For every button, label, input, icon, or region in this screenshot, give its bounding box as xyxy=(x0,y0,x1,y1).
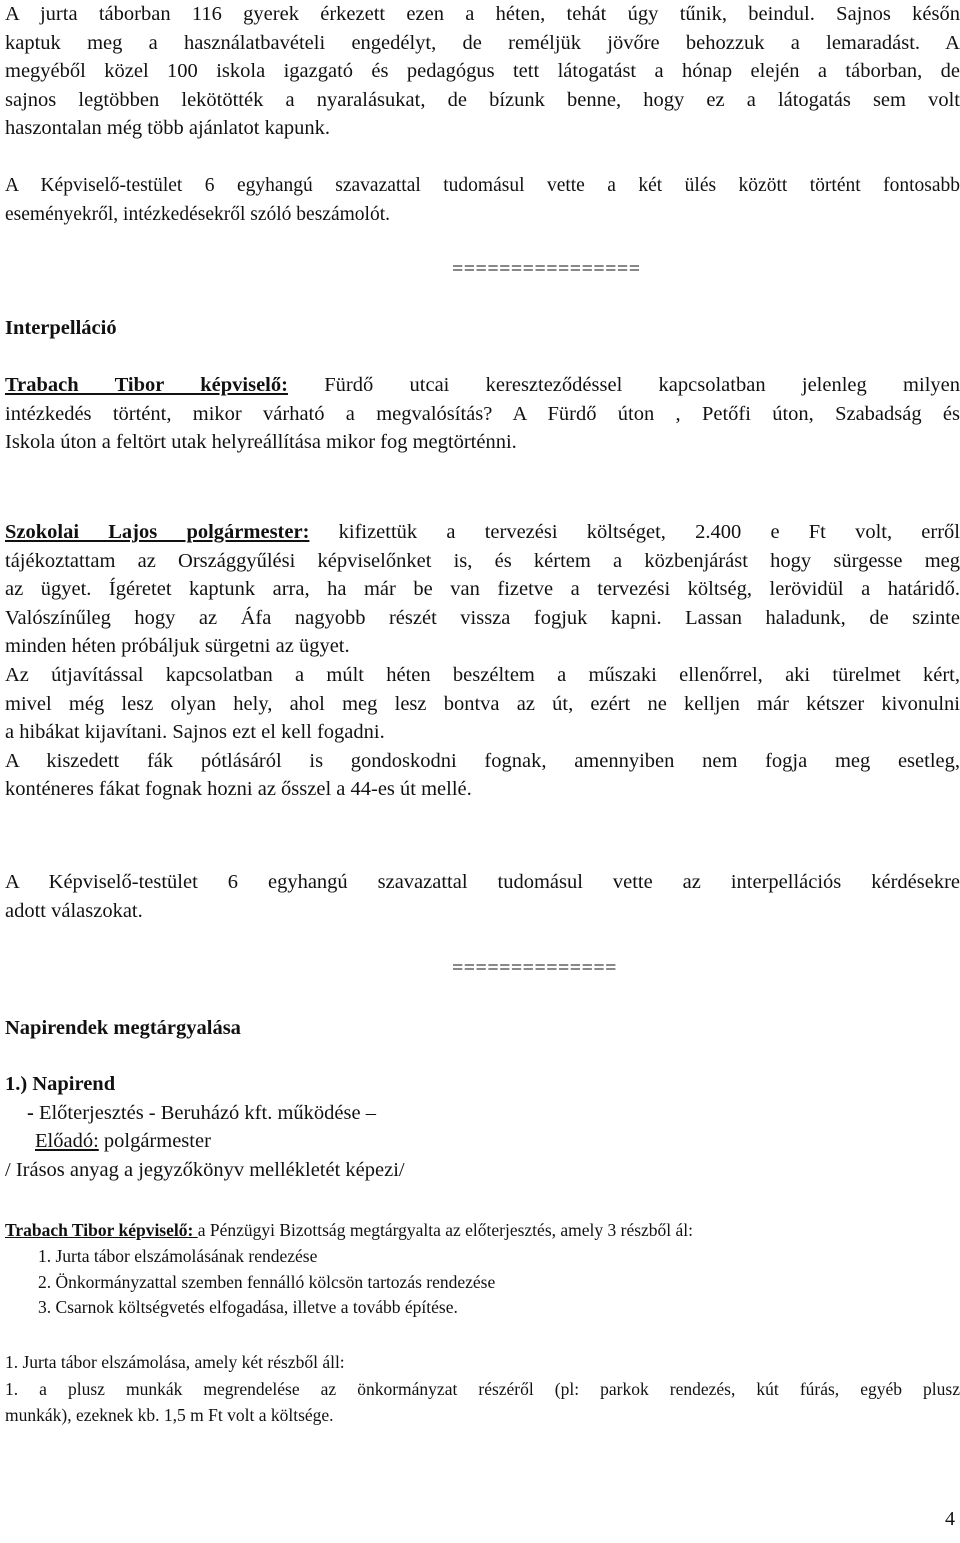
text-line: munkák), ezeknek kb. 1,5 m Ft volt a költsége. xyxy=(5,1405,334,1425)
speaker-name: Szokolai Lajos polgármester: xyxy=(5,521,310,543)
agenda-note: / Irásos anyag a jegyzőkönyv mellékletét képezi/ xyxy=(5,1158,405,1181)
text-line: megyéből közel 100 iskola igazgató és pedagógus tett látogatást a hónap elején a táborban, de xyxy=(5,60,960,83)
text-line: kaptuk meg a használatbavételi engedélyt, de reméljük jövőre behozzuk a lemaradást. A xyxy=(5,31,960,54)
text-line: a hibákat kijavítani. Sajnos ezt el kell fogadni. xyxy=(5,721,385,744)
page-number: 4 xyxy=(945,1508,955,1530)
text-line: Szokolai Lajos polgármester: kifizettük a tervezési költséget, 2.400 e Ft volt, erről xyxy=(5,521,960,543)
agenda-number: 1.) Napirend xyxy=(5,1073,116,1095)
text-line: intézkedés történt, mikor várható a megvalósítás? A Fürdő úton , Petőfi úton, Szabadság és xyxy=(5,402,960,425)
committee-statement: Trabach Tibor képviselő: a Pénzügyi Bizottság megtárgyalta az előterjesztés, amely 3 részből ál: xyxy=(5,1220,694,1240)
agenda-presenter: Előadó: polgármester xyxy=(35,1130,211,1153)
text-line: sajnos legtöbben lekötötték a nyaralásukat, de bízunk benne, hogy ez a látogatás sem volt xyxy=(5,88,960,111)
presenter-label: Előadó: xyxy=(35,1130,99,1153)
text-line: konténeres fákat fognak hozni az ősszel a 44-es út mellé. xyxy=(5,778,472,801)
text-line: eseményekről, intézkedésekről szóló beszámolót. xyxy=(5,203,390,225)
committee-topics-list xyxy=(38,1244,495,1321)
text-line: Trabach Tibor képviselő: Fürdő utcai kereszteződéssel kapcsolatban jelenleg milyen xyxy=(5,374,960,396)
jurta-settlement-detail xyxy=(5,1376,960,1428)
text-line: A Képviselő-testület 6 egyhangú szavazattal tudomásul vette az interpellációs kérdésekre xyxy=(5,871,960,893)
text-line: Iskola úton a feltört utak helyreállítása mikor fog megtörténni. xyxy=(5,431,517,454)
jurta-settlement-intro: 1. Jurta tábor elszámolása, amely két részből áll: xyxy=(5,1352,345,1372)
agenda-item: - Előterjesztés - Beruházó kft. működése – xyxy=(27,1101,376,1124)
text-line: minden héten próbáljuk sürgetni az ügyet. xyxy=(5,635,350,658)
text-line: az ügyet. Ígéretet kaptunk arra, ha már be van fizetve a tervezési költség, lerövidül a határidő. xyxy=(5,578,960,601)
paragraph-jurta-camp xyxy=(5,0,960,143)
list-item: 2. Önkormányzattal szemben fennálló kölcsön tartozás rendezése xyxy=(38,1271,496,1292)
paragraph-mayor-answer xyxy=(5,518,960,804)
agenda-block xyxy=(5,1070,960,1184)
separator-line: ============== xyxy=(452,957,617,979)
heading-interpellacio: Interpelláció xyxy=(5,317,117,339)
text-line: haszontalan még több ajánlatot kapunk. xyxy=(5,117,331,140)
text-line: A Képviselő-testület 6 egyhangú szavazattal tudomásul vette a két ülés között történt fontosabb xyxy=(5,175,960,196)
heading-napirendek: Napirendek megtárgyalása xyxy=(5,1017,241,1039)
paragraph-interpellation xyxy=(5,371,960,457)
list-item: 1. Jurta tábor elszámolásának rendezése xyxy=(38,1246,318,1266)
text-line: mivel még lesz olyan hely, ahol meg lesz bontva az út, ezért ne kelljen már kétszer kivonulni xyxy=(5,692,960,715)
text-line: 1. a plusz munkák megrendelése az önkormányzat részéről (pl: parkok rendezés, kút fúrás, egyéb plusz xyxy=(5,1379,960,1399)
text-line: tájékoztattam az Országgyűlési képviselőnket is, és kértem a közbenjárást hogy sürgesse meg xyxy=(5,549,960,572)
text-line: adott válaszokat. xyxy=(5,899,143,922)
text-line: Az útjavítással kapcsolatban a múlt héten beszéltem a műszaki ellenőrrel, aki türelmet kért, xyxy=(5,663,960,686)
text-line: Valószínűleg hogy az Áfa nagyobb részét vissza fogjuk kapni. Lassan haladunk, de szinte xyxy=(5,606,960,629)
list-item: 3. Csarnok költségvetés elfogadása, illetve a tovább építése. xyxy=(38,1297,458,1317)
paragraph-report-vote xyxy=(5,172,960,229)
speaker-name: Trabach Tibor képviselő: xyxy=(5,1220,198,1240)
paragraph-answers-vote xyxy=(5,868,960,925)
separator-line: ================ xyxy=(452,258,641,280)
text-line: A jurta táborban 116 gyerek érkezett ezen a héten, tehát úgy tűnik, beindul. Sajnos későn xyxy=(5,3,960,25)
speaker-name: Trabach Tibor képviselő: xyxy=(5,374,288,396)
text-line: A kiszedett fák pótlásáról is gondoskodni fognak, amennyiben nem fogja meg esetleg, xyxy=(5,749,960,772)
